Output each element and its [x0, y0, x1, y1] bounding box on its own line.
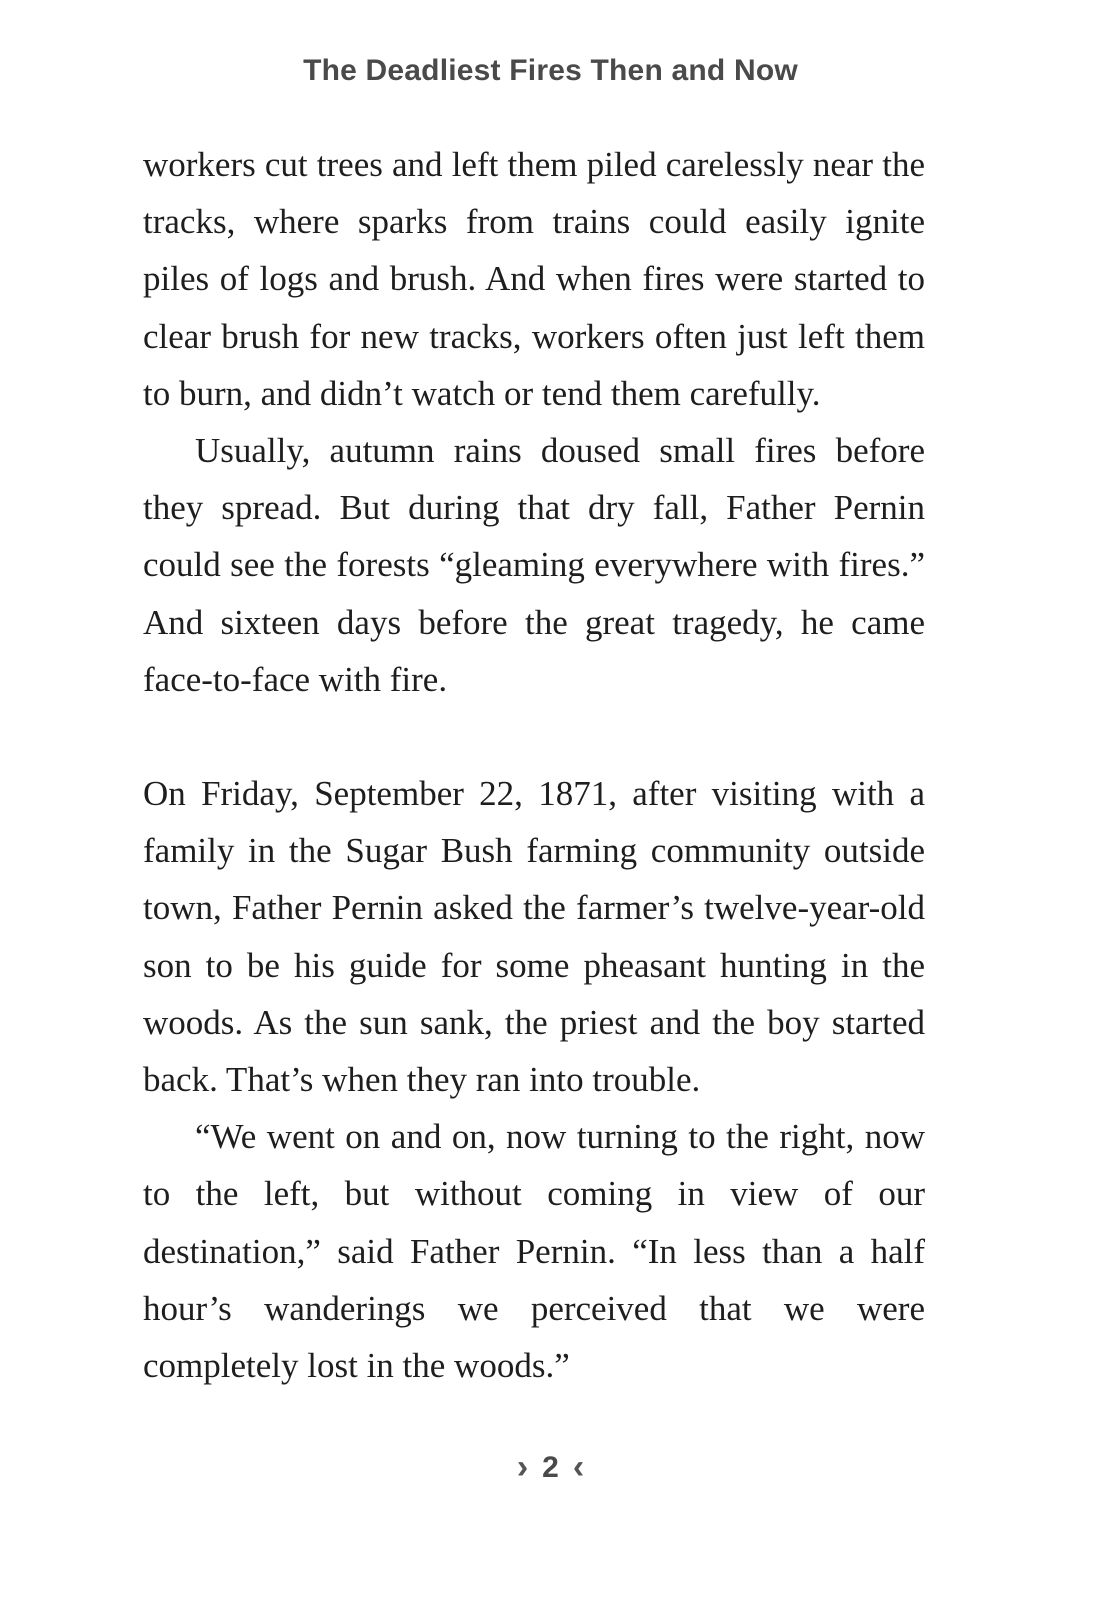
paragraph: workers cut trees and left them piled carelessly near the tracks, where sparks from trains could easily ignite piles of logs and brush. And when fires were started to clear brush for new tracks, workers often just left them to burn, and didn’t watch or tend them carefully.	[143, 145, 925, 413]
paragraph: Usually, autumn rains doused small fires before they spread. But during that dry fall, Father Pernin could see the forests “gleaming everywhere with fires.” And sixteen days before the great tragedy, he came face-to-face with fire.	[143, 431, 925, 699]
page-number: 2	[542, 1450, 559, 1484]
running-head: The Deadliest Fires Then and Now	[303, 54, 798, 87]
chevron-right-icon: ›	[516, 1448, 529, 1486]
section-break	[143, 708, 925, 765]
chevron-left-icon: ‹	[572, 1448, 585, 1486]
page-folio	[0, 1448, 1101, 1487]
paragraph: “We went on and on, now turning to the right, now to the left, but without coming in view of our destination,” said Father Pernin. “In less than a half hour’s wanderings we perceived that we were completely lost in the woods.”	[143, 1117, 925, 1386]
body-text	[143, 136, 925, 1394]
paragraph: On Friday, September 22, 1871, after visiting with a family in the Sugar Bush farming community outside town, Father Pernin asked the farmer’s twelve-year-old son to be his guide for some pheasant hunting in the woods. As the sun sank, the priest and the boy started back. That’s when they ran into trouble.	[143, 774, 925, 1100]
